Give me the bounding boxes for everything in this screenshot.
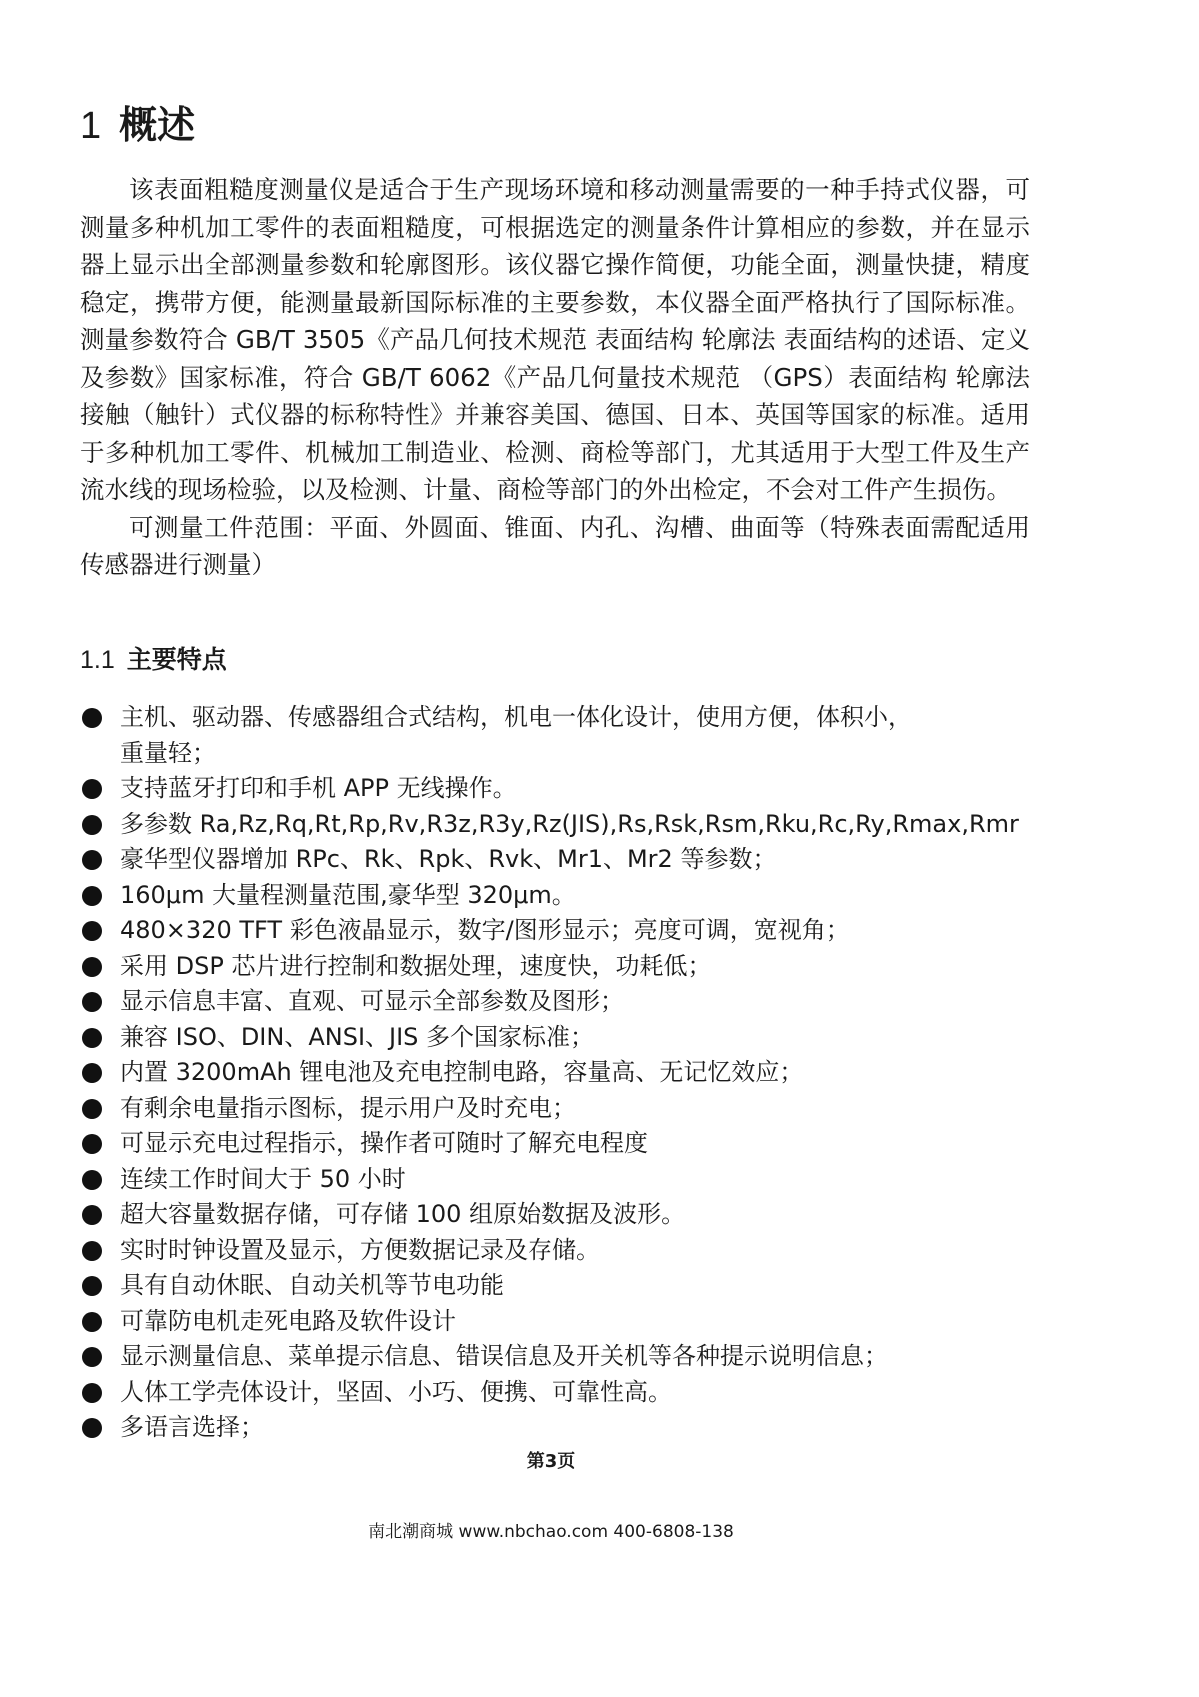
list-item-text: 可显示充电过程指示，操作者可随时了解充电程度 <box>120 1129 648 1157</box>
list-item <box>80 1268 1030 1304</box>
subsection-title: 主要特点 <box>126 645 227 674</box>
bullet-icon <box>82 1241 102 1261</box>
list-item <box>80 807 1030 843</box>
list-item <box>80 1375 1030 1411</box>
section-number: 1 <box>80 105 102 147</box>
list-item-text: 内置 3200mAh 锂电池及充电控制电路，容量高、无记忆效应； <box>120 1058 804 1086</box>
list-item <box>80 913 1030 949</box>
list-item-text: 480×320 TFT 彩色液晶显示，数字/图形显示；亮度可调，宽视角； <box>120 916 850 944</box>
list-item-text: 支持蓝牙打印和手机 APP 无线操作。 <box>120 774 517 802</box>
list-item-text: 兼容 ISO、DIN、ANSI、JIS 多个国家标准； <box>120 1022 595 1051</box>
bullet-icon <box>82 1063 102 1083</box>
bullet-icon <box>82 1347 102 1367</box>
bullet-icon <box>82 850 102 870</box>
section-heading <box>80 100 195 151</box>
list-item <box>80 1091 1030 1127</box>
intro-text <box>80 171 1030 584</box>
subsection-number: 1.1 <box>80 646 115 674</box>
bullet-icon <box>82 1134 102 1154</box>
list-item-text: 160μm 大量程测量范围,豪华型 320μm。 <box>120 880 576 909</box>
list-item <box>80 771 1030 807</box>
list-item <box>80 1410 1030 1446</box>
list-item-text: 显示测量信息、菜单提示信息、错误信息及开关机等各种提示说明信息； <box>120 1342 888 1370</box>
bullet-icon <box>82 1383 102 1403</box>
bullet-icon <box>82 886 102 906</box>
intro-paragraph-2: 可测量工件范围：平面、外圆面、锥面、内孔、沟槽、曲面等（特殊表面需配适用传感器进行测量） <box>80 512 1030 579</box>
intro-paragraph-1: 该表面粗糙度测量仪是适合于生产现场环境和移动测量需要的一种手持式仪器，可测量多种机加工零件的表面粗糙度，可根据选定的测量条件计算相应的参数，并在显示器上显示出全部测量参数和轮廓图形。该仪器它操作简便，功能全面，测量快捷，精度稳定，携带方便，能测量最新国际标准的主要参数，本仪器全面严格执行了国际标准。测量参数符合 GB/T 3505《产品几何技术规范 表面结构 轮廓法 表面结构的述语、定义及参数》国家标准，符合 GB/T 6062《产品几何量技术规范 （GPS）表面结构 轮廓法 接触（触针）式仪器的标称特性》并兼容美国、德国、日本、英国等国家的标准。适用于多种机加工零件、机械加工制造业、检测、商检等部门，尤其适用于大型工件及生产流水线的现场检验，以及检测、计量、商检等部门的外出检定，不会对工件产生损伤。 <box>80 175 1030 504</box>
list-item-text: 多参数 Ra,Rz,Rq,Rt,Rp,Rv,R3z,R3y,Rz(JIS),Rs,Rsk,Rsm,Rku,Rc,Ry,Rmax,Rmr <box>120 809 1019 838</box>
bullet-icon <box>82 1028 102 1048</box>
list-item-text: 可靠防电机走死电路及软件设计 <box>120 1306 456 1335</box>
list-item-text: 采用 DSP 芯片进行控制和数据处理，速度快，功耗低； <box>120 951 712 980</box>
list-item <box>80 1304 1030 1340</box>
list-item-text: 超大容量数据存储，可存储 100 组原始数据及波形。 <box>120 1200 686 1228</box>
list-item <box>80 949 1030 985</box>
bullet-icon <box>82 1312 102 1332</box>
bullet-icon <box>82 1418 102 1438</box>
list-item-text: 连续工作时间大于 50 小时 <box>120 1164 406 1193</box>
list-item <box>80 1339 1030 1375</box>
bullet-icon <box>82 921 102 941</box>
bullet-icon <box>82 1276 102 1296</box>
list-item-text: 豪华型仪器增加 RPc、Rk、Rpk、Rvk、Mr1、Mr2 等参数； <box>120 845 777 873</box>
list-item <box>80 700 1030 771</box>
bullet-icon <box>82 992 102 1012</box>
list-item <box>80 1126 1030 1162</box>
list-item-text: 有剩余电量指示图标，提示用户及时充电； <box>120 1093 576 1122</box>
list-item <box>80 1233 1030 1269</box>
list-item <box>80 1055 1030 1091</box>
list-item-text: 显示信息丰富、直观、可显示全部参数及图形； <box>120 987 624 1015</box>
page-number: 第3页 <box>526 1451 576 1472</box>
section-title: 概述 <box>119 103 196 147</box>
feature-list <box>80 700 1030 1446</box>
subsection-heading <box>80 640 227 680</box>
list-item-text: 多语言选择； <box>120 1413 264 1441</box>
bullet-icon <box>82 1099 102 1119</box>
list-item-text: 人体工学壳体设计，坚固、小巧、便携、可靠性高。 <box>120 1377 672 1406</box>
bullet-icon <box>82 1205 102 1225</box>
list-item <box>80 878 1030 914</box>
bullet-icon <box>82 815 102 835</box>
footer-watermark: 南北潮商城 www.nbchao.com 400-6808-138 <box>368 1522 734 1542</box>
list-item <box>80 842 1030 878</box>
list-item <box>80 1162 1030 1198</box>
bullet-icon <box>82 708 102 728</box>
bullet-icon <box>82 779 102 799</box>
list-item <box>80 1197 1030 1233</box>
list-item-text: 主机、驱动器、传感器组合式结构，机电一体化设计，使用方便，体积小，重量轻； <box>120 703 912 767</box>
bullet-icon <box>82 957 102 977</box>
bullet-icon <box>82 1170 102 1190</box>
list-item-text: 实时时钟设置及显示，方便数据记录及存储。 <box>120 1235 600 1264</box>
list-item <box>80 1020 1030 1056</box>
list-item-text: 具有自动休眠、自动关机等节电功能 <box>120 1271 504 1299</box>
list-item <box>80 984 1030 1020</box>
